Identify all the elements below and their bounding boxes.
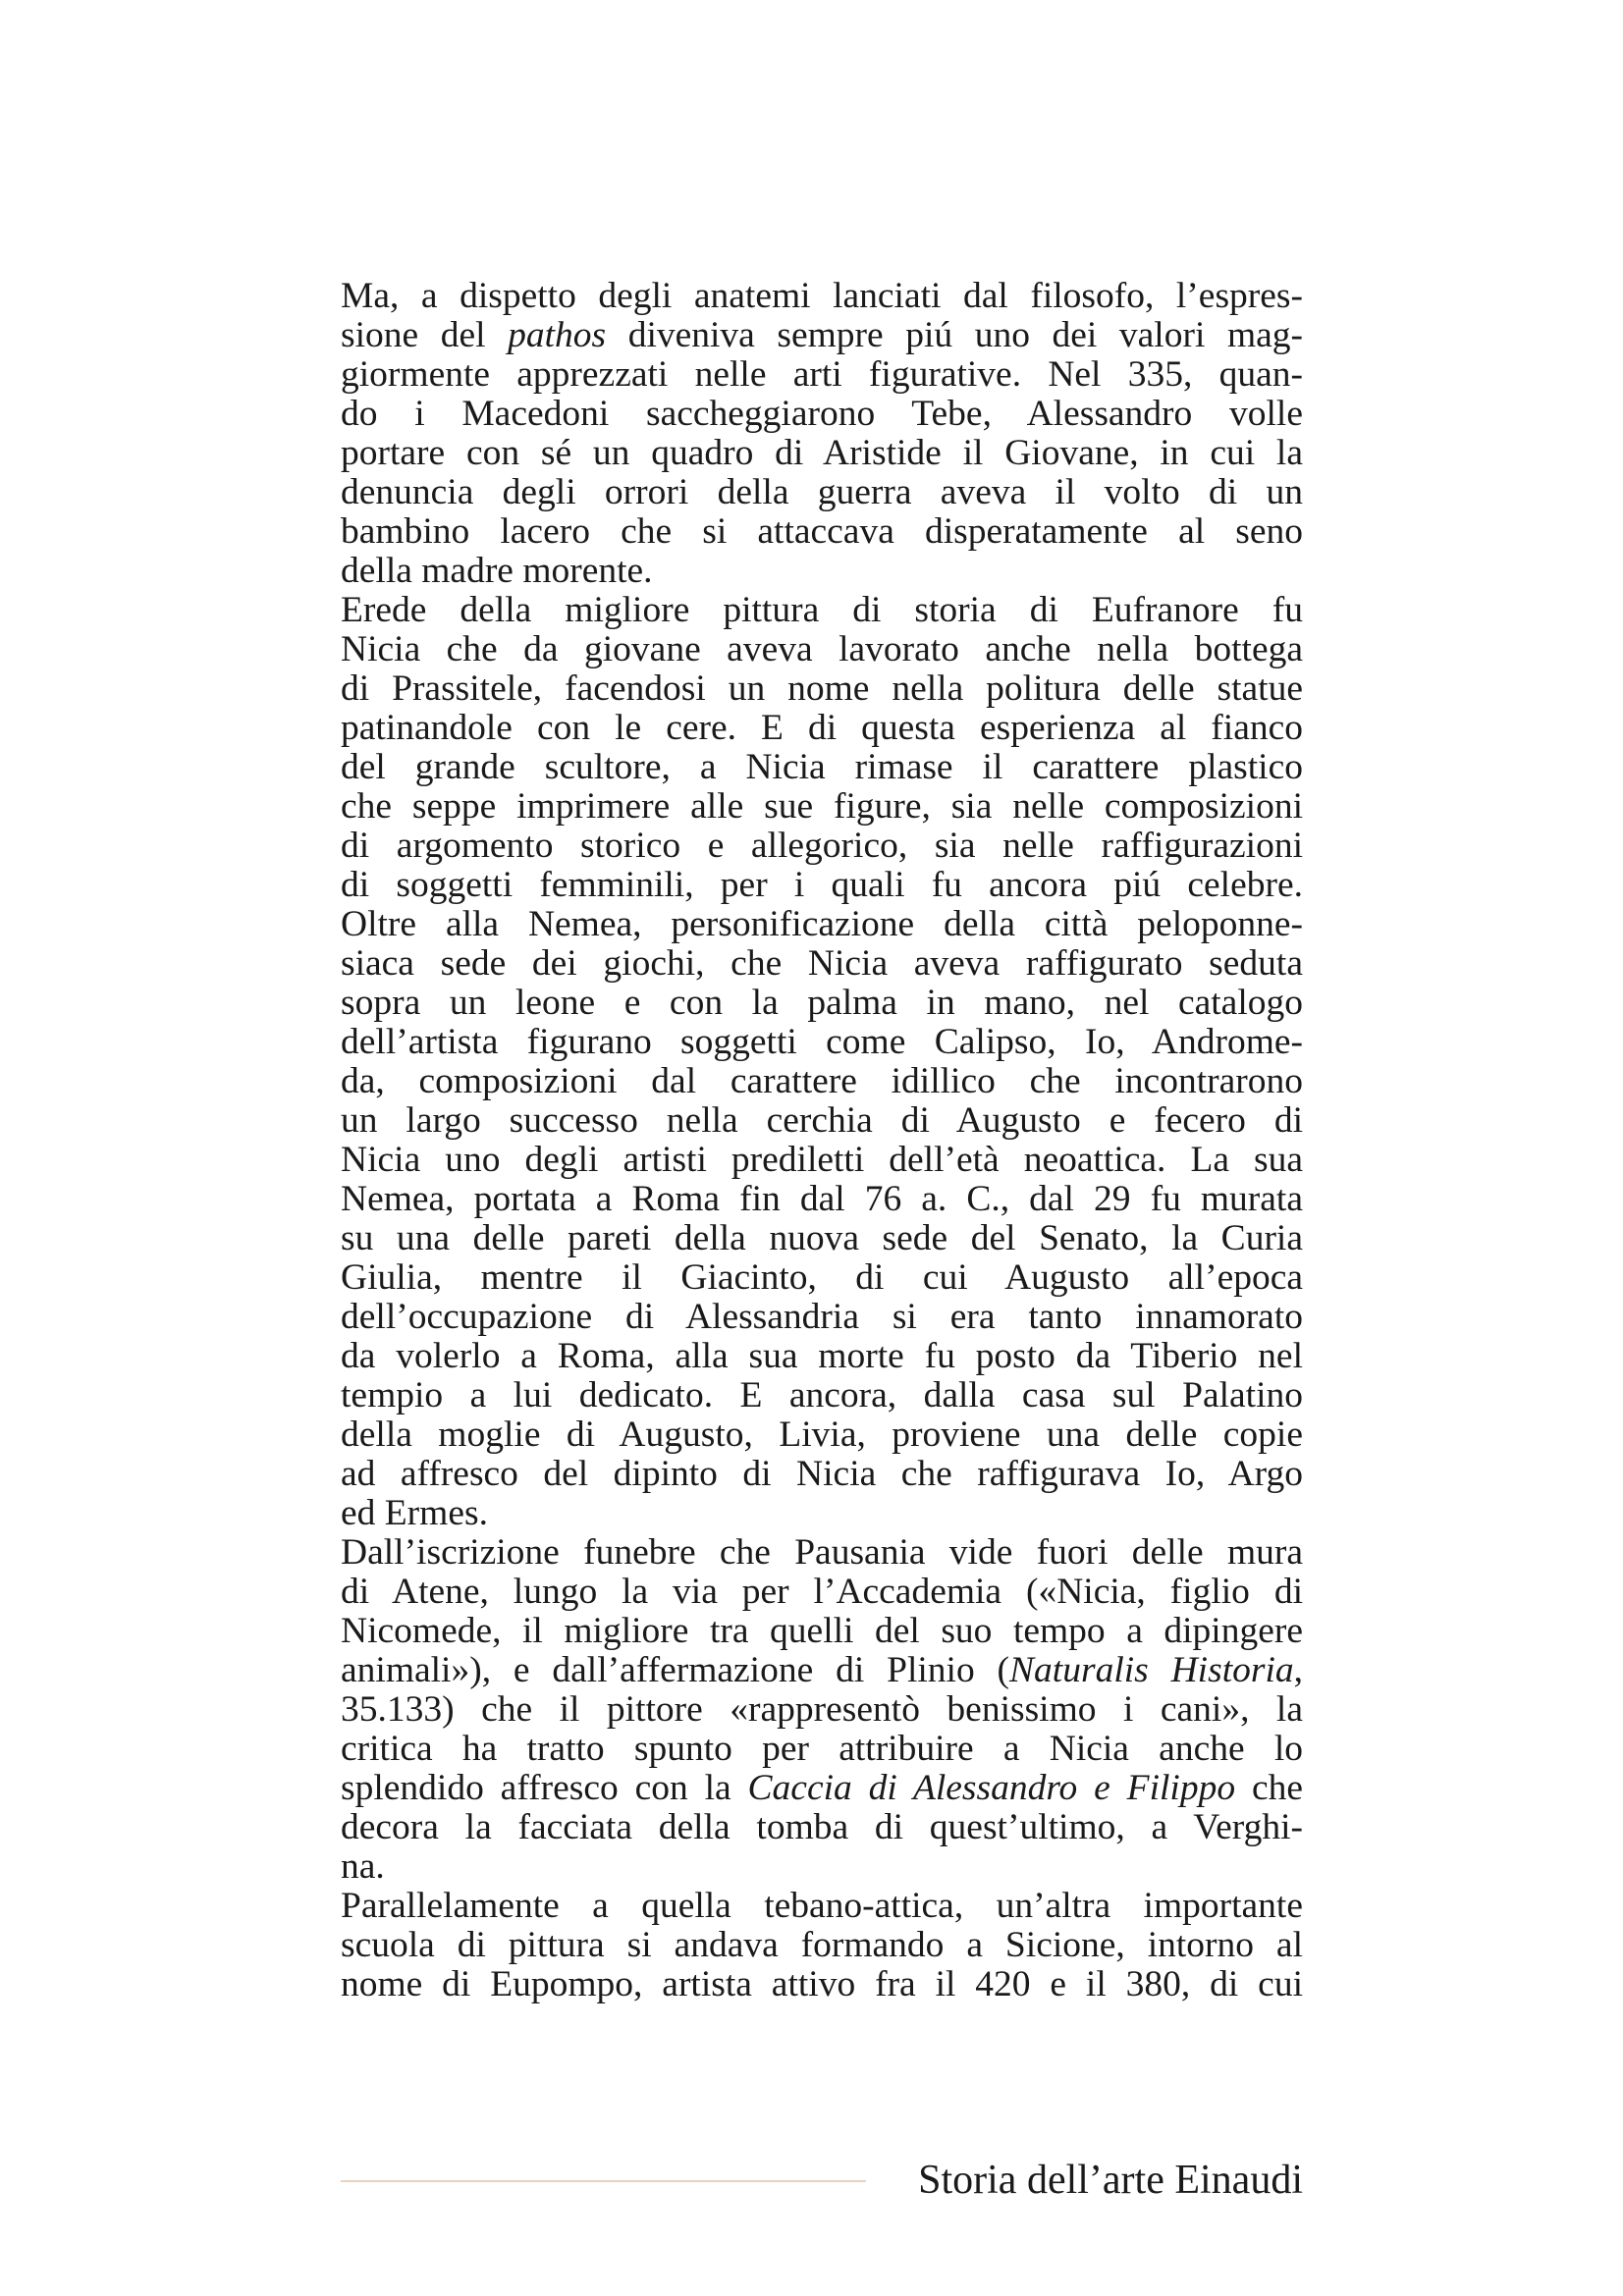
line-text: di soggetti femminili, per i quali fu ancora piú celebre.	[341, 865, 1303, 905]
text-line	[341, 1847, 1303, 1887]
line-text: da volerlo a Roma, alla sua morte fu posto da Tiberio nel	[341, 1336, 1303, 1376]
text-line	[341, 1769, 1303, 1808]
text-line	[341, 669, 1303, 709]
line-text: della madre morente.	[341, 551, 653, 591]
text-line	[341, 748, 1303, 787]
text-line	[341, 512, 1303, 552]
text-line	[341, 355, 1303, 395]
line-text: Ma, a dispetto degli anatemi lanciati dal filosofo, l’espres-	[341, 276, 1303, 316]
line-text: ed Ermes.	[341, 1493, 488, 1533]
line-text: Parallelamente a quella tebano-attica, un’altra importante	[341, 1886, 1303, 1926]
text-line	[341, 591, 1303, 630]
line-text: dell’artista figurano soggetti come Calipso, Io, Androme-	[341, 1022, 1303, 1062]
text-line	[341, 866, 1303, 905]
footer-title: Storia dell’arte Einaudi	[918, 2158, 1303, 2203]
text-line	[341, 552, 1303, 591]
body-text	[341, 277, 1303, 2004]
line-text: 35.133) che il pittore «rappresentò benissimo i cani», la	[341, 1689, 1303, 1730]
line-text: Giulia, mentre il Giacinto, di cui Augusto all’epoca	[341, 1257, 1303, 1298]
text-line	[341, 1023, 1303, 1062]
line-italic-text: Caccia di Alessandro e Filippo	[747, 1768, 1236, 1808]
text-line	[341, 1573, 1303, 1612]
text-line	[341, 1141, 1303, 1180]
text-line	[341, 1337, 1303, 1376]
line-text: decora la facciata della tomba di quest’ultimo, a Verghi-	[341, 1807, 1303, 1847]
line-text: da, composizioni dal carattere idillico che incontrarono	[341, 1061, 1303, 1101]
line-text: di argomento storico e allegorico, sia nelle raffigurazioni	[341, 826, 1303, 866]
text-line	[341, 1101, 1303, 1141]
line-text: nome di Eupompo, artista attivo fra il 420 e il 380, di cui	[341, 1964, 1303, 2004]
text-line	[341, 1887, 1303, 1926]
text-line	[341, 1062, 1303, 1101]
line-text: su una delle pareti della nuova sede del Senato, la Curia	[341, 1218, 1303, 1258]
line-text: sione del	[341, 315, 509, 355]
line-text: del grande scultore, a Nicia rimase il carattere plastico	[341, 747, 1303, 787]
line-text: Nicia uno degli artisti prediletti dell’età neoattica. La sua	[341, 1140, 1303, 1180]
text-line	[341, 1494, 1303, 1533]
text-line	[341, 1808, 1303, 1847]
line-text: di Atene, lungo la via per l’Accademia («Nicia, figlio di	[341, 1572, 1303, 1612]
text-line	[341, 1258, 1303, 1298]
text-line	[341, 1612, 1303, 1651]
line-text: scuola di pittura si andava formando a Sicione, intorno al	[341, 1925, 1303, 1965]
line-italic-text: Naturalis Historia	[1009, 1650, 1294, 1690]
line-text: na.	[341, 1846, 385, 1887]
line-text: giormente apprezzati nelle arti figurative. Nel 335, quan-	[341, 354, 1303, 395]
text-line	[341, 1219, 1303, 1258]
text-line	[341, 473, 1303, 512]
line-text: che seppe imprimere alle sue figure, sia nelle composizioni	[341, 786, 1303, 827]
line-text: do i Macedoni saccheggiarono Tebe, Alessandro volle	[341, 394, 1303, 434]
line-text: animali»), e dall’affermazione di Plinio (	[341, 1650, 1010, 1690]
line-text: di Prassitele, facendosi un nome nella politura delle statue	[341, 668, 1303, 709]
text-line	[341, 1690, 1303, 1730]
text-line	[341, 395, 1303, 434]
text-line	[341, 905, 1303, 944]
line-text: denuncia degli orrori della guerra aveva il volto di un	[341, 472, 1303, 512]
footer-rule	[341, 2180, 866, 2182]
line-text: dell’occupazione di Alessandria si era tanto innamorato	[341, 1297, 1303, 1337]
line-text-tail: che	[1235, 1768, 1303, 1808]
line-italic-text: pathos	[508, 315, 607, 355]
line-text: un largo successo nella cerchia di Augusto e fecero di	[341, 1100, 1303, 1141]
line-text: Erede della migliore pittura di storia di Eufranore fu	[341, 590, 1303, 630]
line-text-tail: diveniva sempre piú uno dei valori mag-	[606, 315, 1303, 355]
line-text: della moglie di Augusto, Livia, proviene una delle copie	[341, 1415, 1303, 1455]
text-line	[341, 1298, 1303, 1337]
line-text: sopra un leone e con la palma in mano, nel catalogo	[341, 983, 1303, 1023]
line-text: ad affresco del dipinto di Nicia che raffigurava Io, Argo	[341, 1454, 1303, 1494]
line-text-tail: ,	[1293, 1650, 1303, 1690]
line-text: bambino lacero che si attaccava disperatamente al seno	[341, 511, 1303, 552]
text-line	[341, 1651, 1303, 1690]
line-text: Nicia che da giovane aveva lavorato anche nella bottega	[341, 629, 1303, 669]
line-text: Nemea, portata a Roma fin dal 76 a. C., dal 29 fu murata	[341, 1179, 1303, 1219]
text-line	[341, 709, 1303, 748]
line-text: portare con sé un quadro di Aristide il Giovane, in cui la	[341, 433, 1303, 473]
text-line	[341, 316, 1303, 355]
text-line	[341, 1730, 1303, 1769]
line-text: siaca sede dei giochi, che Nicia aveva raffigurato seduta	[341, 943, 1303, 984]
line-text: tempio a lui dedicato. E ancora, dalla casa sul Palatino	[341, 1375, 1303, 1415]
text-line	[341, 1415, 1303, 1455]
text-line	[341, 1180, 1303, 1219]
text-line	[341, 1376, 1303, 1415]
line-text: Oltre alla Nemea, personificazione della città peloponne-	[341, 904, 1303, 944]
line-text: critica ha tratto spunto per attribuire a Nicia anche lo	[341, 1729, 1303, 1769]
line-text: Nicomede, il migliore tra quelli del suo tempo a dipingere	[341, 1611, 1303, 1651]
text-line	[341, 434, 1303, 473]
text-line	[341, 1965, 1303, 2004]
text-line	[341, 827, 1303, 866]
text-line	[341, 944, 1303, 984]
text-line	[341, 787, 1303, 827]
text-line	[341, 1533, 1303, 1573]
text-line	[341, 1926, 1303, 1965]
text-line	[341, 984, 1303, 1023]
line-text: splendido affresco con la	[341, 1768, 748, 1808]
line-text: Dall’iscrizione funebre che Pausania vide fuori delle mura	[341, 1532, 1303, 1573]
text-line	[341, 1455, 1303, 1494]
line-text: patinandole con le cere. E di questa esperienza al fianco	[341, 708, 1303, 748]
text-line	[341, 277, 1303, 316]
text-line	[341, 630, 1303, 669]
